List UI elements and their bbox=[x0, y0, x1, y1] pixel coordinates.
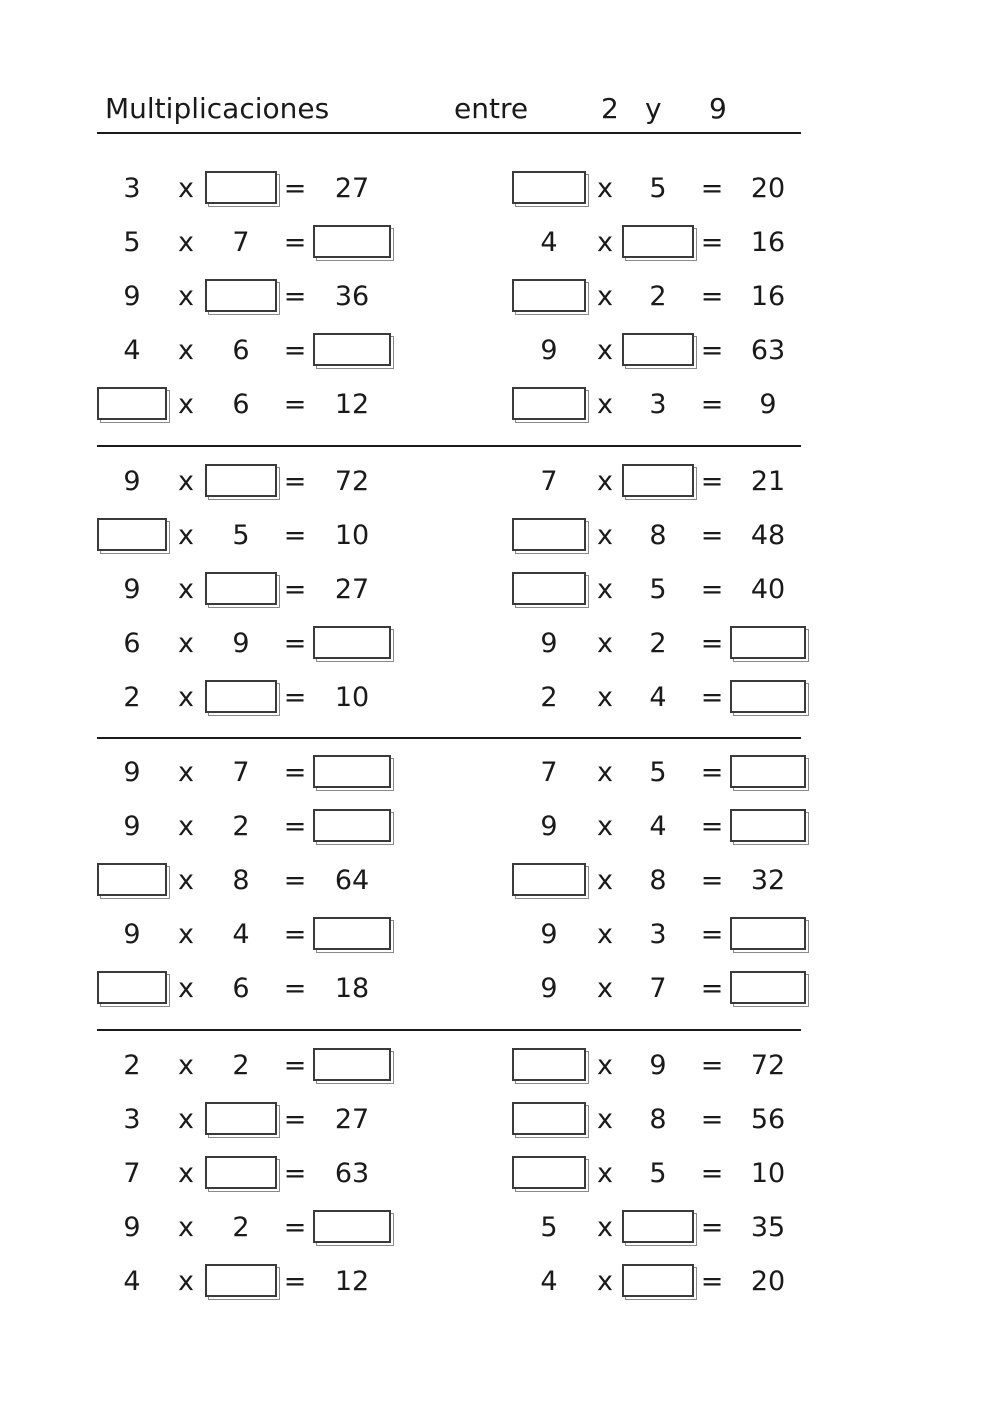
equals-sign: = bbox=[283, 281, 307, 312]
answer-box-factor-2[interactable] bbox=[622, 464, 694, 497]
answer-box-factor-1[interactable] bbox=[512, 171, 586, 204]
exercise-row bbox=[0, 1093, 1000, 1147]
factor-1: 7 bbox=[540, 466, 558, 497]
equals-sign: = bbox=[700, 973, 724, 1004]
times-sign: x bbox=[178, 973, 194, 1004]
times-sign: x bbox=[178, 466, 194, 497]
times-sign: x bbox=[178, 574, 194, 605]
factor-1: 9 bbox=[540, 811, 558, 842]
times-sign: x bbox=[178, 682, 194, 713]
answer-box-factor-2[interactable] bbox=[622, 225, 694, 258]
factor-1: 9 bbox=[540, 628, 558, 659]
product: 16 bbox=[750, 227, 786, 258]
factor-1: 4 bbox=[123, 1266, 141, 1297]
times-sign: x bbox=[178, 919, 194, 950]
times-sign: x bbox=[178, 865, 194, 896]
times-sign: x bbox=[597, 682, 613, 713]
answer-box-factor-2[interactable] bbox=[205, 171, 277, 204]
exercise-row bbox=[0, 854, 1000, 908]
product: 16 bbox=[750, 281, 786, 312]
answer-box-product[interactable] bbox=[313, 225, 391, 258]
product: 64 bbox=[334, 865, 370, 896]
answer-box-factor-2[interactable] bbox=[622, 1210, 694, 1243]
factor-2: 5 bbox=[649, 757, 667, 788]
factor-1: 2 bbox=[540, 682, 558, 713]
answer-box-factor-1[interactable] bbox=[97, 387, 167, 420]
times-sign: x bbox=[178, 811, 194, 842]
answer-box-factor-1[interactable] bbox=[512, 1048, 586, 1081]
exercise-row bbox=[0, 908, 1000, 962]
header-range-from: 2 bbox=[601, 92, 619, 125]
factor-2: 5 bbox=[649, 173, 667, 204]
factor-1: 6 bbox=[123, 628, 141, 659]
equals-sign: = bbox=[700, 919, 724, 950]
factor-2: 9 bbox=[232, 628, 250, 659]
factor-2: 4 bbox=[649, 682, 667, 713]
factor-1: 3 bbox=[123, 1104, 141, 1135]
equals-sign: = bbox=[283, 811, 307, 842]
times-sign: x bbox=[178, 1212, 194, 1243]
times-sign: x bbox=[597, 466, 613, 497]
answer-box-factor-2[interactable] bbox=[205, 572, 277, 605]
answer-box-factor-1[interactable] bbox=[97, 971, 167, 1004]
factor-2: 7 bbox=[649, 973, 667, 1004]
times-sign: x bbox=[597, 973, 613, 1004]
section-divider bbox=[97, 1029, 801, 1031]
product: 9 bbox=[759, 389, 777, 420]
equals-sign: = bbox=[283, 1104, 307, 1135]
factor-2: 2 bbox=[232, 1050, 250, 1081]
answer-box-product[interactable] bbox=[730, 971, 806, 1004]
equals-sign: = bbox=[700, 173, 724, 204]
product: 20 bbox=[750, 1266, 786, 1297]
factor-2: 8 bbox=[649, 520, 667, 551]
equals-sign: = bbox=[283, 1266, 307, 1297]
answer-box-factor-2[interactable] bbox=[622, 333, 694, 366]
answer-box-product[interactable] bbox=[730, 755, 806, 788]
equals-sign: = bbox=[700, 682, 724, 713]
header-y: y bbox=[645, 92, 662, 125]
times-sign: x bbox=[178, 1158, 194, 1189]
equals-sign: = bbox=[700, 281, 724, 312]
equals-sign: = bbox=[283, 865, 307, 896]
exercise-row bbox=[0, 455, 1000, 509]
factor-2: 8 bbox=[232, 865, 250, 896]
answer-box-factor-1[interactable] bbox=[512, 863, 586, 896]
factor-2: 5 bbox=[232, 520, 250, 551]
times-sign: x bbox=[597, 811, 613, 842]
factor-1: 2 bbox=[123, 682, 141, 713]
equals-sign: = bbox=[283, 1212, 307, 1243]
exercise-row bbox=[0, 216, 1000, 270]
answer-box-product[interactable] bbox=[313, 333, 391, 366]
exercise-row bbox=[0, 1255, 1000, 1309]
answer-box-factor-2[interactable] bbox=[205, 279, 277, 312]
answer-box-factor-2[interactable] bbox=[205, 1102, 277, 1135]
product: 10 bbox=[750, 1158, 786, 1189]
factor-1: 4 bbox=[540, 1266, 558, 1297]
factor-1: 9 bbox=[123, 757, 141, 788]
equals-sign: = bbox=[283, 1158, 307, 1189]
factor-2: 2 bbox=[649, 281, 667, 312]
factor-1: 9 bbox=[123, 1212, 141, 1243]
header-range-to: 9 bbox=[709, 92, 727, 125]
factor-1: 9 bbox=[123, 811, 141, 842]
equals-sign: = bbox=[283, 389, 307, 420]
exercise-row bbox=[0, 1147, 1000, 1201]
factor-1: 2 bbox=[123, 1050, 141, 1081]
header-entre: entre bbox=[454, 92, 529, 125]
equals-sign: = bbox=[700, 389, 724, 420]
factor-2: 2 bbox=[232, 811, 250, 842]
factor-2: 9 bbox=[649, 1050, 667, 1081]
times-sign: x bbox=[597, 1212, 613, 1243]
times-sign: x bbox=[178, 227, 194, 258]
equals-sign: = bbox=[700, 865, 724, 896]
answer-box-product[interactable] bbox=[730, 917, 806, 950]
times-sign: x bbox=[178, 1266, 194, 1297]
factor-2: 7 bbox=[232, 227, 250, 258]
product: 40 bbox=[750, 574, 786, 605]
equals-sign: = bbox=[700, 1212, 724, 1243]
product: 72 bbox=[334, 466, 370, 497]
answer-box-factor-2[interactable] bbox=[205, 464, 277, 497]
exercise-row bbox=[0, 563, 1000, 617]
product: 32 bbox=[750, 865, 786, 896]
answer-box-factor-1[interactable] bbox=[512, 572, 586, 605]
exercise-row bbox=[0, 1039, 1000, 1093]
product: 18 bbox=[334, 973, 370, 1004]
answer-box-factor-1[interactable] bbox=[512, 1156, 586, 1189]
answer-box-product[interactable] bbox=[730, 680, 806, 713]
equals-sign: = bbox=[283, 173, 307, 204]
equals-sign: = bbox=[700, 1050, 724, 1081]
answer-box-factor-1[interactable] bbox=[512, 518, 586, 551]
equals-sign: = bbox=[700, 335, 724, 366]
answer-box-product[interactable] bbox=[313, 626, 391, 659]
answer-box-product[interactable] bbox=[313, 917, 391, 950]
times-sign: x bbox=[178, 1050, 194, 1081]
factor-1: 9 bbox=[123, 281, 141, 312]
times-sign: x bbox=[597, 628, 613, 659]
times-sign: x bbox=[597, 919, 613, 950]
factor-2: 6 bbox=[232, 389, 250, 420]
times-sign: x bbox=[597, 1266, 613, 1297]
times-sign: x bbox=[597, 335, 613, 366]
answer-box-factor-2[interactable] bbox=[205, 1264, 277, 1297]
product: 21 bbox=[750, 466, 786, 497]
factor-2: 6 bbox=[232, 335, 250, 366]
product: 63 bbox=[750, 335, 786, 366]
equals-sign: = bbox=[700, 811, 724, 842]
times-sign: x bbox=[178, 628, 194, 659]
answer-box-factor-1[interactable] bbox=[97, 863, 167, 896]
times-sign: x bbox=[178, 281, 194, 312]
factor-2: 3 bbox=[649, 919, 667, 950]
section-divider bbox=[97, 737, 801, 739]
factor-2: 4 bbox=[232, 919, 250, 950]
times-sign: x bbox=[597, 389, 613, 420]
answer-box-factor-1[interactable] bbox=[512, 387, 586, 420]
factor-1: 7 bbox=[540, 757, 558, 788]
exercise-row bbox=[0, 962, 1000, 1016]
times-sign: x bbox=[178, 520, 194, 551]
times-sign: x bbox=[178, 757, 194, 788]
answer-box-product[interactable] bbox=[313, 755, 391, 788]
worksheet-title: Multiplicaciones bbox=[105, 92, 330, 125]
answer-box-product[interactable] bbox=[313, 1048, 391, 1081]
factor-2: 8 bbox=[649, 1104, 667, 1135]
factor-1: 7 bbox=[123, 1158, 141, 1189]
factor-1: 3 bbox=[123, 173, 141, 204]
product: 36 bbox=[334, 281, 370, 312]
answer-box-product[interactable] bbox=[313, 1210, 391, 1243]
product: 27 bbox=[334, 574, 370, 605]
times-sign: x bbox=[597, 520, 613, 551]
times-sign: x bbox=[597, 757, 613, 788]
answer-box-product[interactable] bbox=[730, 626, 806, 659]
factor-1: 9 bbox=[540, 919, 558, 950]
factor-1: 5 bbox=[123, 227, 141, 258]
product: 12 bbox=[334, 389, 370, 420]
answer-box-product[interactable] bbox=[313, 809, 391, 842]
times-sign: x bbox=[597, 574, 613, 605]
factor-1: 9 bbox=[540, 335, 558, 366]
times-sign: x bbox=[597, 1158, 613, 1189]
equals-sign: = bbox=[700, 628, 724, 659]
equals-sign: = bbox=[700, 757, 724, 788]
product: 27 bbox=[334, 173, 370, 204]
equals-sign: = bbox=[700, 1104, 724, 1135]
product: 48 bbox=[750, 520, 786, 551]
factor-1: 9 bbox=[123, 919, 141, 950]
equals-sign: = bbox=[283, 1050, 307, 1081]
factor-2: 5 bbox=[649, 574, 667, 605]
exercise-row bbox=[0, 378, 1000, 432]
times-sign: x bbox=[178, 1104, 194, 1135]
equals-sign: = bbox=[700, 574, 724, 605]
answer-box-factor-1[interactable] bbox=[512, 1102, 586, 1135]
product: 10 bbox=[334, 682, 370, 713]
exercise-row bbox=[0, 509, 1000, 563]
section-divider bbox=[97, 445, 801, 447]
factor-2: 6 bbox=[232, 973, 250, 1004]
equals-sign: = bbox=[283, 574, 307, 605]
factor-1: 4 bbox=[540, 227, 558, 258]
equals-sign: = bbox=[700, 466, 724, 497]
answer-box-factor-2[interactable] bbox=[622, 1264, 694, 1297]
factor-1: 9 bbox=[123, 466, 141, 497]
worksheet-header bbox=[100, 88, 800, 134]
times-sign: x bbox=[597, 1050, 613, 1081]
exercise-row bbox=[0, 162, 1000, 216]
product: 35 bbox=[750, 1212, 786, 1243]
product: 27 bbox=[334, 1104, 370, 1135]
product: 20 bbox=[750, 173, 786, 204]
exercise-row bbox=[0, 746, 1000, 800]
product: 56 bbox=[750, 1104, 786, 1135]
equals-sign: = bbox=[283, 919, 307, 950]
factor-2: 8 bbox=[649, 865, 667, 896]
exercise-row bbox=[0, 1201, 1000, 1255]
times-sign: x bbox=[597, 1104, 613, 1135]
product: 10 bbox=[334, 520, 370, 551]
equals-sign: = bbox=[283, 757, 307, 788]
times-sign: x bbox=[178, 335, 194, 366]
exercise-row bbox=[0, 270, 1000, 324]
equals-sign: = bbox=[283, 682, 307, 713]
equals-sign: = bbox=[283, 227, 307, 258]
answer-box-factor-1[interactable] bbox=[97, 518, 167, 551]
equals-sign: = bbox=[700, 520, 724, 551]
exercise-row bbox=[0, 617, 1000, 671]
factor-2: 7 bbox=[232, 757, 250, 788]
answer-box-factor-1[interactable] bbox=[512, 279, 586, 312]
exercise-row bbox=[0, 671, 1000, 725]
times-sign: x bbox=[178, 389, 194, 420]
product: 72 bbox=[750, 1050, 786, 1081]
equals-sign: = bbox=[700, 227, 724, 258]
answer-box-factor-2[interactable] bbox=[205, 1156, 277, 1189]
equals-sign: = bbox=[283, 628, 307, 659]
header-rule bbox=[97, 132, 801, 134]
factor-2: 5 bbox=[649, 1158, 667, 1189]
product: 12 bbox=[334, 1266, 370, 1297]
exercise-row bbox=[0, 800, 1000, 854]
equals-sign: = bbox=[283, 466, 307, 497]
product: 63 bbox=[334, 1158, 370, 1189]
times-sign: x bbox=[597, 865, 613, 896]
times-sign: x bbox=[597, 227, 613, 258]
factor-1: 5 bbox=[540, 1212, 558, 1243]
factor-2: 3 bbox=[649, 389, 667, 420]
factor-1: 4 bbox=[123, 335, 141, 366]
equals-sign: = bbox=[283, 335, 307, 366]
exercise-row bbox=[0, 324, 1000, 378]
equals-sign: = bbox=[700, 1266, 724, 1297]
answer-box-product[interactable] bbox=[730, 809, 806, 842]
answer-box-factor-2[interactable] bbox=[205, 680, 277, 713]
times-sign: x bbox=[597, 173, 613, 204]
equals-sign: = bbox=[283, 520, 307, 551]
factor-2: 4 bbox=[649, 811, 667, 842]
times-sign: x bbox=[597, 281, 613, 312]
equals-sign: = bbox=[700, 1158, 724, 1189]
times-sign: x bbox=[178, 173, 194, 204]
factor-1: 9 bbox=[123, 574, 141, 605]
factor-2: 2 bbox=[649, 628, 667, 659]
factor-1: 9 bbox=[540, 973, 558, 1004]
equals-sign: = bbox=[283, 973, 307, 1004]
factor-2: 2 bbox=[232, 1212, 250, 1243]
